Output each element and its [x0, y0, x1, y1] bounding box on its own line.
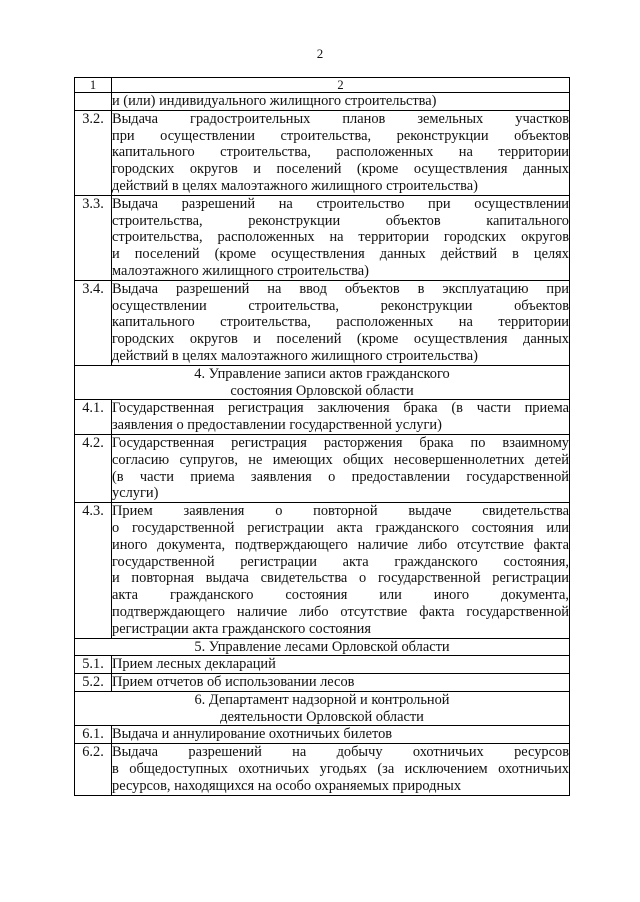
row-text	[112, 110, 570, 195]
table-row	[75, 110, 570, 195]
table-row	[75, 503, 570, 638]
table-row	[75, 434, 570, 502]
row-text	[112, 434, 570, 502]
text-line: городских округов и поселений (кроме осуществления данных	[112, 331, 569, 348]
header-col-2: 2	[112, 78, 570, 93]
row-number: 4.2.	[75, 434, 112, 502]
table-body-section-6	[75, 726, 570, 795]
table-row	[75, 656, 570, 674]
row-text	[112, 280, 570, 365]
table-row	[75, 726, 570, 744]
row-number: 3.4.	[75, 280, 112, 365]
section-6-line-2: деятельности Орловской области	[220, 708, 424, 725]
section-4-line-2: состояния Орловской области	[230, 382, 414, 399]
row-number: 5.1.	[75, 656, 112, 674]
text-line: Выдача разрешений на ввод объектов в эксплуатацию при	[112, 280, 569, 297]
text-line: малоэтажного жилищного строительства)	[112, 262, 369, 279]
text-line: регистрации акта гражданского состояния	[112, 620, 371, 637]
section-5-title	[75, 638, 570, 656]
text-line: городских округов и поселений (кроме осуществления данных	[112, 161, 569, 178]
row-text	[112, 726, 570, 744]
text-line: Выдача градостроительных планов земельных участков	[112, 110, 569, 127]
text-line: действий в целях малоэтажного жилищного строительства)	[112, 347, 478, 364]
text-line: строительства, реконструкции объектов капитального	[112, 212, 569, 229]
text-line: в общедоступных охотничьих угодьях (за исключением охотничьих	[112, 761, 569, 778]
text-line: капитального строительства, расположенных на территории	[112, 314, 569, 331]
text-line: Прием лесных деклараций	[112, 656, 276, 673]
header-col-1: 1	[75, 78, 112, 93]
table-row	[75, 400, 570, 435]
document-table	[74, 77, 570, 796]
table-body-section-4	[75, 400, 570, 638]
row-text	[112, 400, 570, 435]
row-number: 3.3.	[75, 195, 112, 280]
row-number: 3.2.	[75, 110, 112, 195]
text-line: Государственная регистрация расторжения брака по взаимному	[112, 434, 569, 451]
section-4-line-1: 4. Управление записи актов гражданского	[194, 365, 450, 382]
text-line: и повторная выдача свидетельства о государственной регистрации	[112, 570, 569, 587]
text-line: ресурсов, находящихся на особо охраняемых природных	[112, 777, 462, 794]
page-number: 2	[316, 46, 324, 61]
row-number: 6.1.	[75, 726, 112, 744]
table-body-section-3	[75, 93, 570, 366]
text-line: иного документа, подтверждающего наличие либо отсутствие факта	[112, 536, 569, 553]
text-line: Выдача и аннулирование охотничьих билетов	[112, 726, 393, 743]
row-text	[112, 656, 570, 674]
text-line: действий в целях малоэтажного жилищного строительства)	[112, 177, 478, 194]
text-line: Выдача разрешений на строительство при осуществлении	[112, 195, 569, 212]
text-line: Выдача разрешений на добычу охотничьих ресурсов	[112, 744, 569, 761]
section-6-line-1: 6. Департамент надзорной и контрольной	[194, 691, 450, 708]
text-line: и поселений (кроме осуществления данных действий в целях	[112, 246, 569, 263]
text-line: государственной регистрации акта гражданского состояния,	[112, 553, 569, 570]
row-number: 4.3.	[75, 503, 112, 638]
text-line: капитального строительства, расположенных на территории	[112, 144, 569, 161]
text-line: заявления о предоставлении государственной услуги)	[112, 417, 442, 434]
table-row	[75, 93, 570, 111]
row-number	[75, 93, 112, 111]
section-5-line-1: 5. Управление лесами Орловской области	[194, 638, 450, 655]
text-line: подтверждающего наличие либо отсутствие факта государственной	[112, 603, 569, 620]
row-text	[112, 744, 570, 795]
table-row	[75, 195, 570, 280]
text-line: согласию супругов, не имеющих общих несовершеннолетних детей	[112, 451, 569, 468]
text-line: Прием заявления о повторной выдаче свидетельства	[112, 503, 569, 520]
row-text	[112, 503, 570, 638]
row-text	[112, 674, 570, 692]
row-number: 6.2.	[75, 744, 112, 795]
row-text	[112, 93, 570, 111]
text-line: Государственная регистрация заключения брака (в части приема	[112, 400, 569, 417]
table-row	[75, 744, 570, 795]
text-line: о государственной регистрации акта гражданского состояния или	[112, 519, 569, 536]
text-line: и (или) индивидуального жилищного строительства)	[112, 93, 437, 109]
text-line: при осуществлении строительства, реконструкции объектов	[112, 127, 569, 144]
section-5-row	[75, 638, 570, 656]
section-6-row	[75, 691, 570, 726]
text-line: акта гражданского состояния или иного документа,	[112, 587, 569, 604]
section-6-title	[75, 691, 570, 726]
table-row	[75, 280, 570, 365]
row-number: 5.2.	[75, 674, 112, 692]
text-line: услуги)	[112, 485, 159, 502]
text-line: строительства, расположенных на территории городских округов	[112, 229, 569, 246]
table-header-row	[75, 78, 570, 93]
text-line: осуществлении строительства, реконструкции объектов	[112, 297, 569, 314]
section-4-title	[75, 365, 570, 400]
row-number: 4.1.	[75, 400, 112, 435]
table-row	[75, 674, 570, 692]
table-body-section-5	[75, 656, 570, 692]
row-text	[112, 195, 570, 280]
section-4-row	[75, 365, 570, 400]
text-line: (в части приема заявления о предоставлении государственной	[112, 468, 569, 485]
text-line: Прием отчетов об использовании лесов	[112, 674, 355, 691]
